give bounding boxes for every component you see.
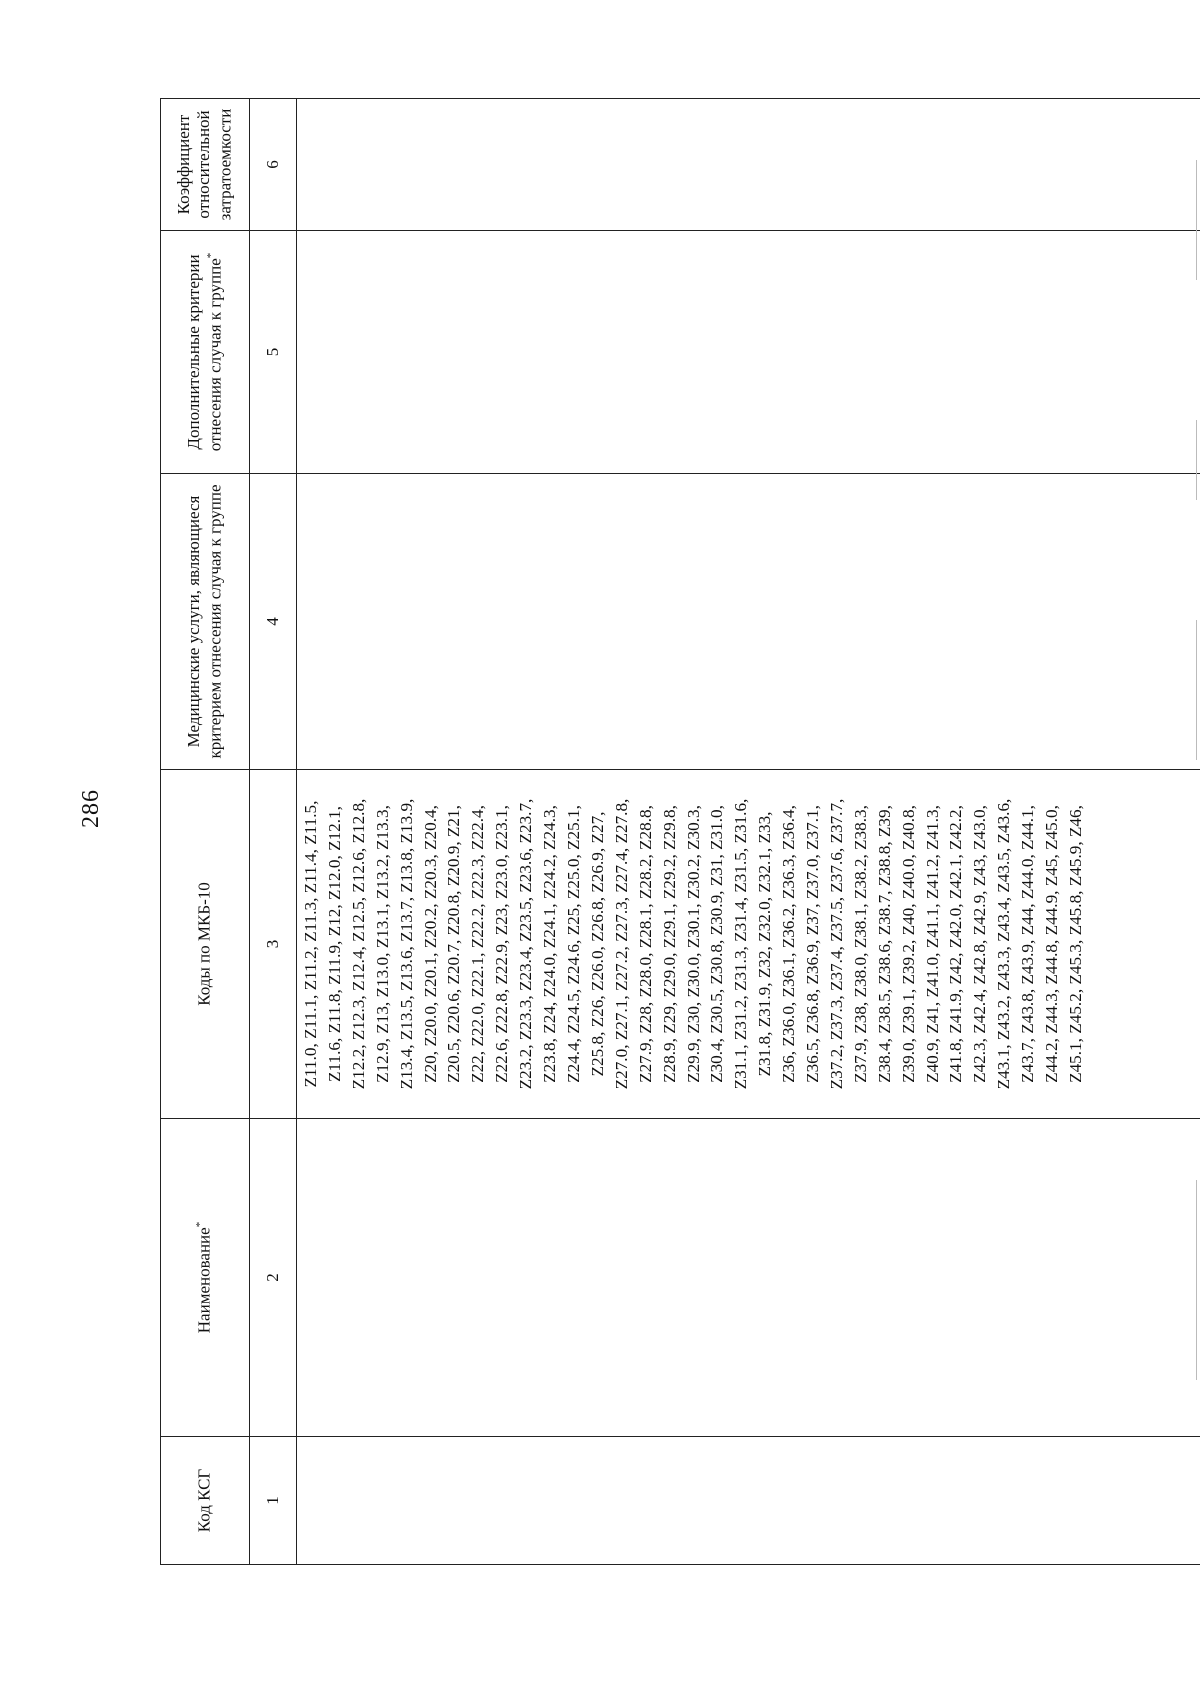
icd10-code-line: Z38.4, Z38.5, Z38.6, Z38.7, Z38.8, Z39, xyxy=(874,805,894,1083)
column-number-row xyxy=(250,99,297,1565)
icd10-code-line: Z37.2, Z37.3, Z37.4, Z37.5, Z37.6, Z37.7, xyxy=(826,798,846,1090)
icd10-code-line: Z37.9, Z38, Z38.0, Z38.1, Z38.2, Z38.3, xyxy=(850,805,870,1083)
services-cell xyxy=(297,474,1200,770)
icd10-code-line: Z20.5, Z20.6, Z20.7, Z20.8, Z20.9, Z21, xyxy=(444,805,464,1083)
icd10-code-line: Z31.1, Z31.2, Z31.3, Z31.4, Z31.5, Z31.6, xyxy=(731,798,751,1090)
icd10-codes-cell xyxy=(297,770,1200,1119)
header-icd10-codes: Коды по МКБ-10 xyxy=(161,770,250,1119)
ksg-code-cell xyxy=(297,1437,1200,1565)
icd10-code-line: Z27.0, Z27.1, Z27.2, Z27.3, Z27.4, Z27.8, xyxy=(611,798,631,1090)
icd10-code-line: Z27.9, Z28, Z28.0, Z28.1, Z28.2, Z28.8, xyxy=(635,805,655,1083)
icd10-code-line: Z11.6, Z11.8, Z11.9, Z12, Z12.0, Z12.1, xyxy=(324,806,344,1082)
icd10-code-line: Z39.0, Z39.1, Z39.2, Z40, Z40.0, Z40.8, xyxy=(898,805,918,1083)
scan-margin-mark xyxy=(1196,160,1197,280)
icd10-code-line: Z24.4, Z24.5, Z24.6, Z25, Z25.0, Z25.1, xyxy=(563,805,583,1083)
icd10-code-line: Z29.9, Z30, Z30.0, Z30.1, Z30.2, Z30.3, xyxy=(683,805,703,1083)
column-number: 1 xyxy=(250,1437,297,1565)
column-number: 2 xyxy=(250,1119,297,1437)
header-name: Наименование* xyxy=(161,1119,250,1437)
header-medical-services: Медицинские услуги, являющиеся критерием отнесения случая к группе xyxy=(161,474,250,770)
table-row xyxy=(297,99,1200,1565)
icd10-code-line: Z20, Z20.0, Z20.1, Z20.2, Z20.3, Z20.4, xyxy=(420,805,440,1083)
rotated-table-sheet xyxy=(160,99,1200,1565)
icd10-code-line: Z23.2, Z23.3, Z23.4, Z23.5, Z23.6, Z23.7, xyxy=(516,798,536,1090)
icd10-code-line: Z23.8, Z24, Z24.0, Z24.1, Z24.2, Z24.3, xyxy=(540,805,560,1083)
header-ksg-code: Код КСГ xyxy=(161,1437,250,1565)
icd10-code-line: Z42.3, Z42.4, Z42.8, Z42.9, Z43, Z43.0, xyxy=(970,805,990,1083)
icd10-code-line: Z12.9, Z13, Z13.0, Z13.1, Z13.2, Z13.3, xyxy=(372,805,392,1083)
scan-margin-mark xyxy=(1196,620,1197,760)
name-cell xyxy=(297,1119,1200,1437)
icd10-code-line: Z43.7, Z43.8, Z43.9, Z44, Z44.0, Z44.1, xyxy=(1018,805,1038,1083)
icd10-code-line: Z31.8, Z31.9, Z32, Z32.0, Z32.1, Z33, xyxy=(755,811,775,1077)
icd10-code-line: Z22, Z22.0, Z22.1, Z22.2, Z22.3, Z22.4, xyxy=(468,805,488,1083)
column-number: 4 xyxy=(250,474,297,770)
icd10-code-line: Z12.2, Z12.3, Z12.4, Z12.5, Z12.6, Z12.8, xyxy=(348,798,368,1090)
icd10-code-line: Z30.4, Z30.5, Z30.8, Z30.9, Z31, Z31.0, xyxy=(707,805,727,1083)
icd10-code-line: Z41.8, Z41.9, Z42, Z42.0, Z42.1, Z42.2, xyxy=(946,805,966,1083)
icd10-code-line: Z36.5, Z36.8, Z36.9, Z37, Z37.0, Z37.1, xyxy=(803,805,823,1083)
scan-margin-mark xyxy=(1196,420,1197,500)
header-cost-coefficient: Коэффициент относительной затратоемкости xyxy=(161,99,250,231)
header-additional-criteria: Дополнительные критерии отнесения случая к группе* xyxy=(161,231,250,474)
icd10-code-line: Z36, Z36.0, Z36.1, Z36.2, Z36.3, Z36.4, xyxy=(779,805,799,1083)
column-number: 5 xyxy=(250,231,297,474)
icd10-code-line: Z40.9, Z41, Z41.0, Z41.1, Z41.2, Z41.3, xyxy=(922,805,942,1083)
column-number: 3 xyxy=(250,770,297,1119)
icd10-code-line: Z22.6, Z22.8, Z22.9, Z23, Z23.0, Z23.1, xyxy=(492,805,512,1083)
header-row xyxy=(161,99,250,1565)
ksg-table xyxy=(160,98,1200,1565)
page-number: 286 xyxy=(78,789,104,828)
icd10-code-line: Z44.2, Z44.3, Z44.8, Z44.9, Z45, Z45.0, xyxy=(1042,805,1062,1083)
icd10-code-line: Z43.1, Z43.2, Z43.3, Z43.4, Z43.5, Z43.6, xyxy=(994,798,1014,1090)
icd10-code-line: Z45.1, Z45.2, Z45.3, Z45.8, Z45.9, Z46, xyxy=(1066,805,1085,1083)
icd10-code-line: Z25.8, Z26, Z26.0, Z26.8, Z26.9, Z27, xyxy=(587,811,607,1077)
column-number: 6 xyxy=(250,99,297,231)
additional-criteria-cell xyxy=(297,231,1200,474)
icd10-code-line: Z11.0, Z11.1, Z11.2, Z11.3, Z11.4, Z11.5, xyxy=(301,800,320,1088)
coefficient-cell xyxy=(297,99,1200,231)
icd10-code-line: Z28.9, Z29, Z29.0, Z29.1, Z29.2, Z29.8, xyxy=(659,805,679,1083)
icd10-code-line: Z13.4, Z13.5, Z13.6, Z13.7, Z13.8, Z13.9, xyxy=(396,798,416,1090)
scan-margin-mark xyxy=(1196,1180,1197,1380)
